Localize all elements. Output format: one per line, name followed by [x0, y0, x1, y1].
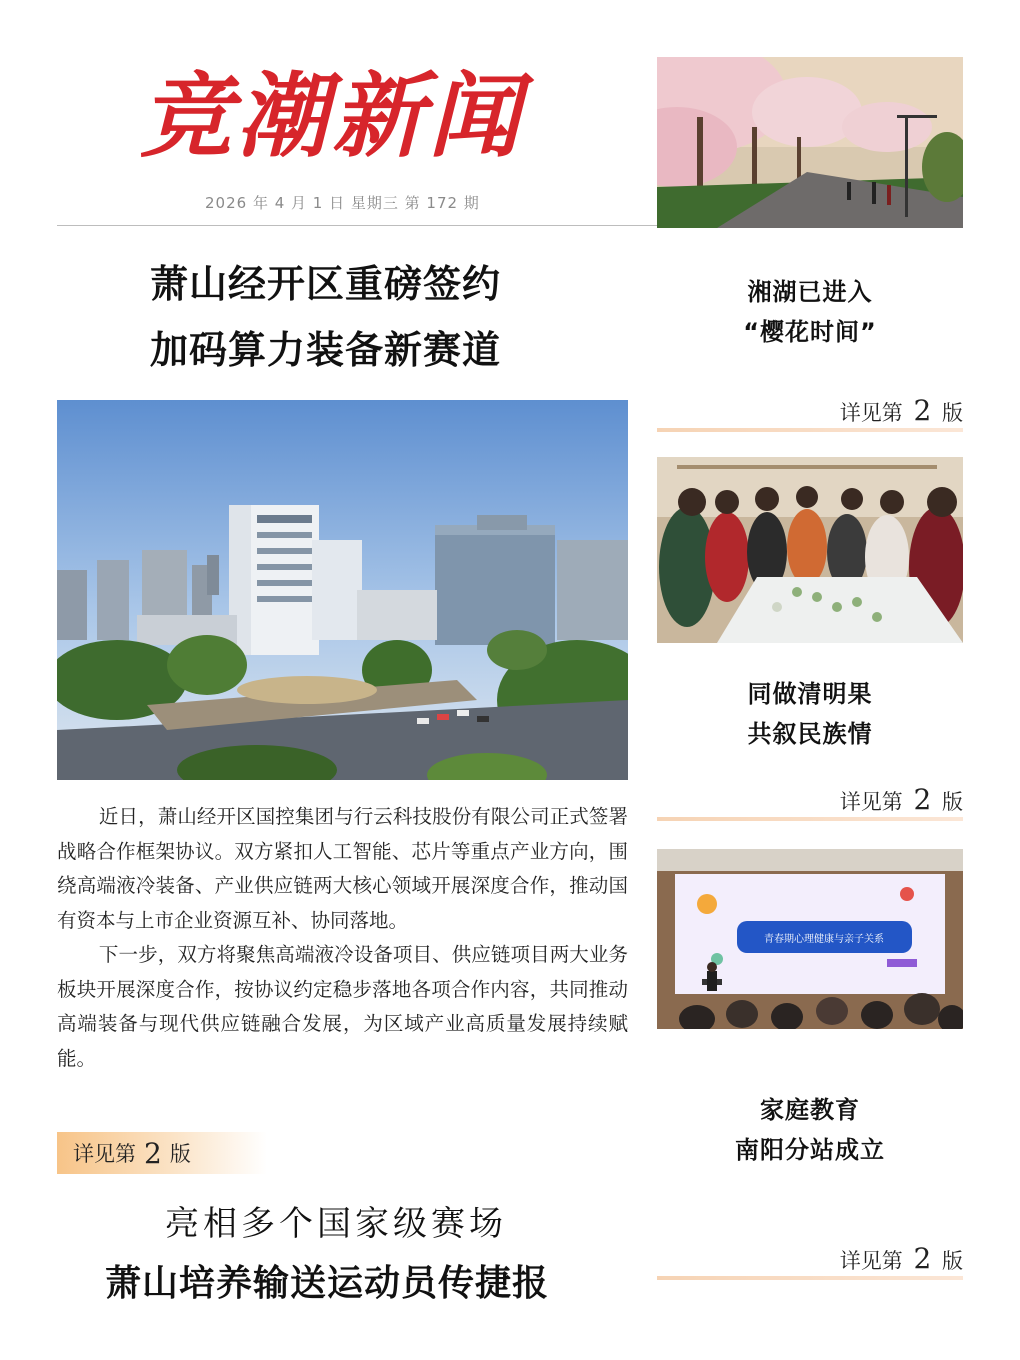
masthead-title: 竞潮新闻: [140, 62, 525, 170]
side-story-1-title[interactable]: [657, 272, 963, 352]
see-page-suffix: 版: [942, 1249, 963, 1273]
side-story-3-see-page[interactable]: [840, 1242, 963, 1275]
lead-see-page-badge[interactable]: [57, 1132, 267, 1174]
lead-headline-line2[interactable]: 加码算力装备新赛道: [150, 328, 502, 372]
see-page-suffix: 版: [169, 1142, 191, 1166]
side-story-1-title-line1: 湘湖已进入: [747, 278, 873, 306]
lecture-hall-illustration: [657, 849, 963, 1029]
bottom-story-headline[interactable]: 萧山培养输送运动员传捷报: [105, 1263, 550, 1304]
lead-photo-illustration: [57, 400, 628, 780]
qingming-illustration: [657, 457, 963, 643]
lead-headline-line1[interactable]: 萧山经开区重磅签约: [150, 262, 502, 306]
see-page-prefix: 详见第: [839, 1249, 903, 1273]
see-page-number: 2: [913, 1242, 932, 1275]
projector-screen-title: 青春期心理健康与亲子关系: [764, 934, 884, 945]
see-page-prefix: 详见第: [839, 401, 903, 425]
lead-photo[interactable]: [57, 400, 628, 780]
side-photo-qingming-dumplings[interactable]: [657, 457, 963, 643]
see-page-number: 2: [913, 783, 932, 816]
side-story-3-title-line2: 南阳分站成立: [735, 1136, 885, 1164]
bottom-story-kicker[interactable]: 亮相多个国家级赛场: [165, 1204, 507, 1244]
see-page-prefix: 详见第: [839, 790, 903, 814]
see-page-number: 2: [144, 1136, 162, 1170]
masthead-divider: [57, 225, 657, 226]
cherry-blossom-illustration: [657, 57, 963, 228]
side-story-2-title[interactable]: [657, 674, 963, 754]
see-page-suffix: 版: [942, 790, 963, 814]
side-story-2-divider: [657, 817, 963, 821]
side-story-3-title[interactable]: [657, 1090, 963, 1170]
side-photo-family-education[interactable]: [657, 849, 963, 1029]
lead-article-paragraph: 下一步，双方将聚焦高端液冷设备项目、供应链项目两大业务板块开展深度合作，按协议约定稳步落地各项合作内容，共同推动高端装备与现代供应链融合发展，为区域产业高质量发展持续赋能。: [57, 943, 628, 1070]
side-story-1-divider: [657, 428, 963, 432]
issue-date-line: 2026 年 4 月 1 日 星期三 第 172 期: [205, 194, 480, 212]
side-story-2-title-line2: 共叙民族情: [747, 720, 873, 748]
lead-article-paragraph: 近日，萧山经开区国控集团与行云科技股份有限公司正式签署战略合作框架协议。双方紧扣人工智能、芯片等重点产业方向，围绕高端液冷装备、产业供应链两大核心领域开展深度合作，推动国有资本与上市企业资源互补、协同落地。: [57, 805, 628, 932]
see-page-prefix: 详见第: [73, 1142, 136, 1166]
side-story-1-title-line2: “樱花时间”: [743, 318, 877, 346]
see-page-suffix: 版: [942, 401, 963, 425]
side-photo-cherry-blossom[interactable]: [657, 57, 963, 228]
side-story-3-title-line1: 家庭教育: [760, 1096, 860, 1124]
lead-article-body: [57, 800, 628, 1076]
side-story-1-see-page[interactable]: [840, 394, 963, 427]
see-page-number: 2: [913, 394, 932, 427]
side-story-3-divider: [657, 1276, 963, 1280]
side-story-2-see-page[interactable]: [840, 783, 963, 816]
side-story-2-title-line1: 同做清明果: [747, 680, 873, 708]
